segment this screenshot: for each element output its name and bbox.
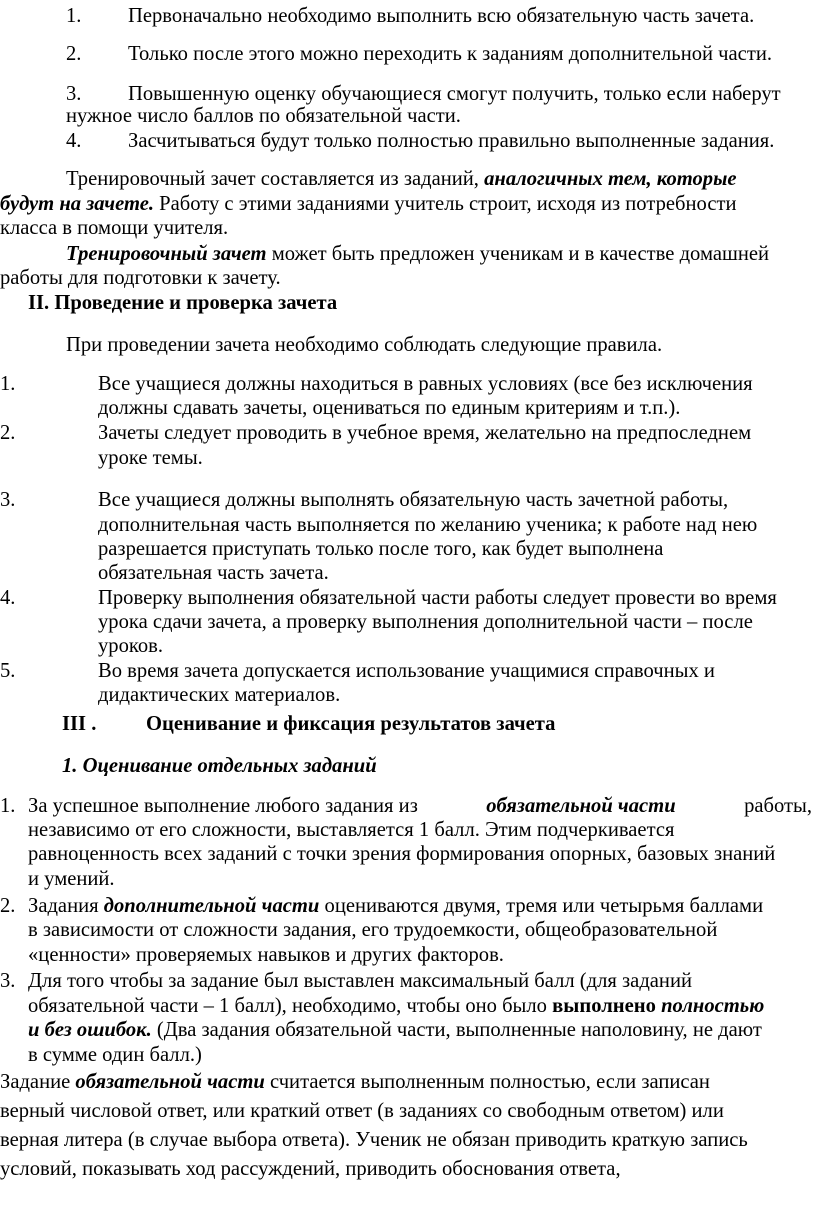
grading-item-3-line-4: в сумме один балл.) <box>28 1044 202 1066</box>
grading-item-2-line-1: Задания дополнительной части оцениваются двумя, тремя или четырьмя баллами <box>28 895 764 917</box>
rule-3-line-1: Все учащиеся должны выполнять обязательную часть зачетной работы, <box>98 489 729 511</box>
emphasis-training-test: Тренировочный зачет <box>66 243 267 265</box>
training-paragraph-line-3: класса в помощи учителя. <box>0 217 229 239</box>
rule-5-line-2: дидактических материалов. <box>98 684 341 706</box>
grading-item-1-line-4: и умений. <box>28 868 115 890</box>
rule-3-line-2: дополнительная часть выполняется по желанию ученика; к работе над нею <box>98 514 758 536</box>
emphasis-fully: полностью <box>655 995 765 1017</box>
intro-item-1-number: 1. <box>66 5 82 27</box>
closing-line-1: Задание обязательной части считается выполненным полностью, если записан <box>0 1071 710 1093</box>
intro-item-1-text: Первоначально необходимо выполнить всю обязательную часть зачета. <box>128 5 755 27</box>
rule-5-line-1: Во время зачета допускается использование учащимися справочных и <box>98 660 715 682</box>
closing-line-2: верный числовой ответ, или краткий ответ (в заданиях со свободным ответом) или <box>0 1100 724 1122</box>
rule-2-line-1: Зачеты следует проводить в учебное время, желательно на предпоследнем <box>98 422 752 444</box>
grading-item-1-line-1: За успешное выполнение любого задания из обязательной части работы, <box>28 795 812 817</box>
section-3-subheading: 1. Оценивание отдельных заданий <box>62 755 377 777</box>
grading-item-2-line-2: в зависимости от сложности задания, его трудоемкости, общеобразовательной <box>28 919 718 941</box>
section-2-intro: При проведении зачета необходимо соблюдать следующие правила. <box>66 334 663 356</box>
training-paragraph2-line-2: работы для подготовки к зачету. <box>0 267 281 289</box>
training-paragraph2-line-1: Тренировочный зачет может быть предложен ученикам и в качестве домашней <box>66 243 770 265</box>
training-paragraph-line-2: будут на зачете. Работу с этими заданиями учитель строит, исходя из потребности <box>0 193 737 215</box>
emphasis-additional-part: дополнительной части <box>103 895 320 917</box>
rule-1-number: 1. <box>0 373 16 395</box>
grading-item-1-number: 1. <box>0 795 16 817</box>
emphasis-completed: выполнено <box>552 995 656 1017</box>
closing-line-3: верная литера (в случае выбора ответа). Ученик не обязан приводить краткую запись <box>0 1129 748 1151</box>
intro-item-3-text-a: Повышенную оценку обучающиеся смогут получить, только если наберут <box>128 83 781 105</box>
rule-1-line-1: Все учащиеся должны находиться в равных условиях (все без исключения <box>98 373 753 395</box>
emphasis-similar-topics: аналогичных тем, которые <box>484 168 737 190</box>
intro-item-4-text: Засчитываться будут только полностью правильно выполненные задания. <box>128 130 775 152</box>
grading-item-1-line-3: равноценность всех заданий с точки зрения формирования опорных, базовых знаний <box>28 843 776 865</box>
emphasis-on-test: будут на зачете. <box>0 193 154 215</box>
emphasis-no-errors: и без ошибок. <box>28 1019 152 1041</box>
rule-2-number: 2. <box>0 422 16 444</box>
rule-4-line-2: урока сдачи зачета, а проверку выполнения дополнительной части – после <box>98 611 753 633</box>
grading-item-1-line-2: независимо от его сложности, выставляется 1 балл. Этим подчеркивается <box>28 819 675 841</box>
rule-3-number: 3. <box>0 489 16 511</box>
grading-item-2-number: 2. <box>0 895 16 917</box>
rule-3-line-3: разрешается приступать только после того, как будет выполнена <box>98 538 664 560</box>
emphasis-mandatory-part: обязательной части <box>486 795 676 817</box>
grading-item-3-line-2: обязательной части – 1 балл), необходимо, чтобы оно было выполнено полностью <box>28 995 765 1017</box>
rule-4-line-1: Проверку выполнения обязательной части работы следует провести во время <box>98 587 777 609</box>
emphasis-mandatory-part-closing: обязательной части <box>75 1071 265 1093</box>
intro-item-4-number: 4. <box>66 130 82 152</box>
intro-item-3-text-b: нужное число баллов по обязательной части. <box>66 105 461 127</box>
rule-2-line-2: уроке темы. <box>98 447 203 469</box>
intro-item-2-text: Только после этого можно переходить к заданиям дополнительной части. <box>128 43 772 65</box>
section-3-number: III . <box>62 713 97 735</box>
grading-item-3-number: 3. <box>0 970 16 992</box>
section-2-heading: II. Проведение и проверка зачета <box>28 292 338 314</box>
rule-4-line-3: уроков. <box>98 635 164 657</box>
section-3-heading: Оценивание и фиксация результатов зачета <box>146 713 556 735</box>
intro-item-2-number: 2. <box>66 43 82 65</box>
closing-line-4: условий, показывать ход рассуждений, приводить обоснования ответа, <box>0 1158 621 1180</box>
rule-5-number: 5. <box>0 660 16 682</box>
grading-item-3-line-1: Для того чтобы за задание был выставлен максимальный балл (для заданий <box>28 970 692 992</box>
grading-item-3-line-3: и без ошибок. (Два задания обязательной части, выполненные наполовину, не дают <box>28 1019 762 1041</box>
rule-3-line-4: обязательная часть зачета. <box>98 562 329 584</box>
rule-1-line-2: должны сдавать зачеты, оцениваться по единым критериям и т.п.). <box>98 397 681 419</box>
intro-item-3-number: 3. <box>66 83 82 105</box>
grading-item-2-line-3: «ценности» проверяемых навыков и других факторов. <box>28 944 504 966</box>
rule-4-number: 4. <box>0 587 16 609</box>
training-paragraph-line-1: Тренировочный зачет составляется из заданий, аналогичных тем, которые <box>66 168 737 190</box>
